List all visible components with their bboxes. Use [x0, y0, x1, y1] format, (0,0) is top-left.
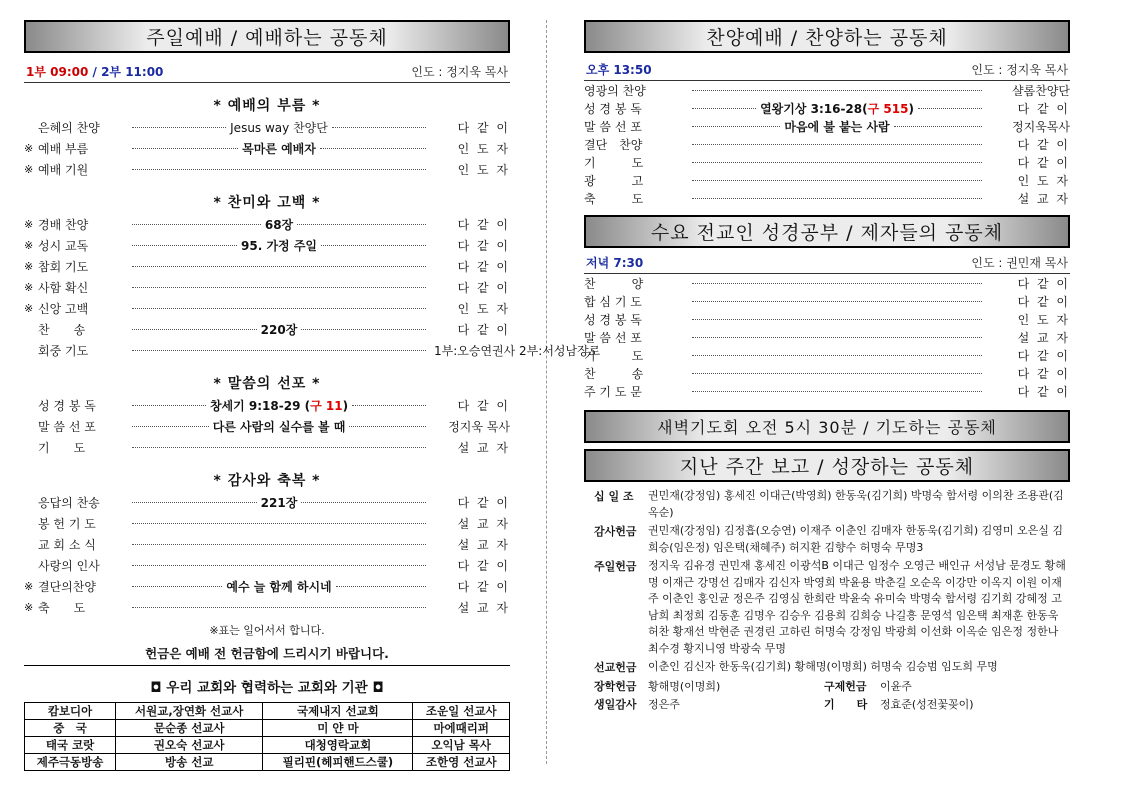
partner-row — [25, 754, 510, 771]
order-label: 성시 교독 — [38, 239, 89, 253]
order-label: 찬 양 — [584, 276, 644, 291]
order-responder: 다 같 이 — [1017, 366, 1070, 381]
order-fill — [124, 494, 434, 511]
order-fill — [684, 391, 990, 392]
order-fill — [684, 319, 990, 320]
order-content-text: 창세기 9:18-29 ( — [209, 399, 311, 413]
order-label: 회중 기도 — [38, 344, 89, 358]
order-row — [24, 159, 510, 180]
dot-leader — [132, 447, 426, 448]
order-label: 결단의찬양 — [38, 580, 96, 594]
order-content-text: 예수 늘 함께 하시네 — [226, 580, 332, 594]
order-fill — [124, 237, 434, 254]
order-label: 참회 기도 — [38, 260, 89, 274]
standing-mark: ※ — [24, 580, 34, 593]
order-row — [584, 328, 1070, 346]
order-content — [241, 237, 317, 254]
dot-leader — [692, 162, 982, 163]
order-label: 말 씀 선 포 — [38, 420, 96, 434]
dot-leader — [132, 426, 209, 427]
dot-leader — [297, 224, 426, 225]
order-label: 결단 찬양 — [584, 137, 643, 152]
order-responder: 인 도 자 — [457, 302, 510, 316]
order-label: 은혜의 찬양 — [38, 121, 100, 135]
report-label: 생일감사 — [594, 697, 637, 711]
section-title: * 말씀의 선포 * — [213, 376, 321, 392]
order-row — [24, 555, 510, 576]
praise-worship-meta — [584, 61, 1070, 81]
order-content-text: 68장 — [264, 218, 294, 232]
report-item — [584, 558, 1070, 657]
order-fill — [684, 198, 990, 199]
order-responder: 인 도 자 — [1017, 312, 1070, 327]
order-responder: 설 교 자 — [1017, 330, 1070, 345]
partner-cell: 조한영 선교사 — [413, 754, 510, 771]
order-row — [584, 346, 1070, 364]
order-fill — [124, 397, 434, 414]
order-label: 말 씀 선 포 — [584, 330, 642, 345]
dot-leader — [321, 245, 426, 246]
wednesday-leader: 인도 : 권민재 목사 — [971, 256, 1068, 270]
order-row — [584, 382, 1070, 400]
weekly-report — [584, 488, 1070, 712]
standing-mark: ※ — [24, 601, 34, 614]
order-responder: 설 교 자 — [457, 601, 510, 615]
partner-cell: 필리핀(헤피핸드스쿨) — [263, 754, 413, 771]
order-label: 응답의 찬송 — [38, 496, 100, 510]
order-fill — [124, 140, 434, 157]
order-content-text: 마음에 불 붙는 사람 — [784, 119, 890, 134]
dot-leader — [132, 607, 426, 608]
dot-leader — [692, 144, 982, 145]
order-row — [24, 235, 510, 256]
order-fill — [684, 118, 990, 135]
wednesday-meta — [584, 254, 1070, 274]
dot-leader — [918, 108, 982, 109]
order-label: 기 도 — [38, 441, 86, 455]
first-service-time: 1부 09:00 — [26, 65, 89, 79]
order-label: 성 경 봉 독 — [584, 312, 642, 327]
report-item — [584, 523, 1070, 556]
order-fill — [124, 119, 434, 136]
order-fill — [124, 308, 434, 309]
partner-cell: 대청영락교회 — [263, 737, 413, 754]
order-fill — [124, 607, 434, 608]
order-fill — [684, 301, 990, 302]
dawn-prayer-banner: 새벽기도회 오전 5시 30분 / 기도하는 공동체 — [584, 410, 1070, 443]
order-row — [24, 138, 510, 159]
order-row — [24, 534, 510, 555]
report-names: 권민재(강정임) 홍세진 이대근(박영희) 한동욱(김기희) 박명숙 함서령 이의찬 조용관(김옥순) — [648, 489, 1064, 519]
order-content-text: 95. 가정 주일 — [241, 239, 317, 253]
order-label: 기 도 — [584, 348, 644, 363]
order-content — [784, 118, 889, 135]
dot-leader — [132, 523, 426, 524]
report-item-pair — [584, 678, 1070, 694]
partner-cell: 국제내지 선교회 — [263, 703, 413, 720]
order-label: 신앙 고백 — [38, 302, 89, 316]
dot-leader — [132, 329, 257, 330]
partner-cell: 마에때리퍼 — [413, 720, 510, 737]
partner-cell: 태국 코랏 — [25, 737, 116, 754]
dot-leader — [132, 287, 426, 288]
order-row — [584, 153, 1070, 171]
order-responder: 다 같 이 — [1017, 384, 1070, 399]
standing-note: ※표는 일어서서 합니다. — [209, 624, 325, 637]
report-names: 권민재(강정임) 김정흡(오승연) 이재주 이춘인 김매자 한동욱(김기희) 김영미 오은실 김희승(임은정) 임은택(채혜주) 허지환 김향수 허명숙 무명3 — [648, 524, 1064, 554]
partner-cell: 방송 선교 — [116, 754, 263, 771]
order-responder: 인 도 자 — [1017, 173, 1070, 188]
order-responder: 정지욱목사 — [1012, 119, 1070, 134]
report-item — [584, 488, 1070, 521]
sunday-worship-column — [24, 20, 601, 771]
order-responder: 다 같 이 — [457, 323, 510, 337]
order-row — [584, 117, 1070, 135]
report-names: 이윤주 — [880, 679, 912, 693]
order-content-close: ) — [342, 399, 349, 413]
report-label: 십 일 조 — [594, 490, 634, 503]
scripture-page: 구 11 — [310, 399, 343, 413]
report-label: 기 타 — [824, 697, 868, 711]
dot-leader — [692, 391, 982, 392]
order-responder: 설 교 자 — [457, 538, 510, 552]
order-label: 찬 송 — [584, 366, 644, 381]
partner-row — [25, 737, 510, 754]
order-row — [24, 416, 510, 437]
order-content — [760, 100, 914, 117]
order-content-text: 220장 — [260, 323, 298, 337]
order-fill — [124, 350, 434, 351]
order-fill — [124, 544, 434, 545]
order-row — [24, 277, 510, 298]
dot-leader — [132, 148, 238, 149]
order-fill — [684, 355, 990, 356]
dot-leader — [132, 245, 237, 246]
report-names: 황해명(이명희) — [648, 679, 721, 693]
order-fill — [124, 523, 434, 524]
order-row — [584, 274, 1070, 292]
dot-leader — [692, 319, 982, 320]
order-fill — [124, 578, 434, 595]
report-label: 주일헌금 — [594, 560, 637, 573]
order-fill — [124, 169, 434, 170]
order-row — [24, 597, 510, 618]
dot-leader — [132, 224, 261, 225]
order-content-text: 열왕기상 3:16-28( — [760, 101, 868, 116]
order-fill — [684, 162, 990, 163]
order-label: 예배 기원 — [38, 163, 89, 177]
dot-leader — [692, 283, 982, 284]
order-row — [584, 81, 1070, 99]
dot-leader — [349, 426, 426, 427]
standing-mark: ※ — [24, 218, 34, 231]
order-fill — [684, 100, 990, 117]
order-responder: 다 같 이 — [457, 121, 510, 135]
offering-notice: 헌금은 예배 전 헌금함에 드리시기 바랍니다. — [24, 644, 510, 666]
order-fill — [124, 287, 434, 288]
scripture-page: 구 515 — [867, 101, 909, 116]
report-half — [584, 678, 824, 694]
dot-leader — [132, 502, 257, 503]
order-content — [261, 321, 298, 338]
order-row — [584, 292, 1070, 310]
order-content — [213, 418, 346, 435]
dot-leader — [132, 565, 426, 566]
order-row — [24, 340, 601, 361]
partner-cell: 제주극동방송 — [25, 754, 116, 771]
dot-leader — [132, 308, 426, 309]
order-label: 합 심 기 도 — [584, 294, 642, 309]
order-responder: 다 같 이 — [1017, 294, 1070, 309]
report-names: 정은주 — [648, 697, 680, 711]
order-label: 광 고 — [584, 173, 644, 188]
order-row — [584, 171, 1070, 189]
order-fill — [684, 373, 990, 374]
partner-cell: 권오숙 선교사 — [116, 737, 263, 754]
order-responder: 다 같 이 — [457, 239, 510, 253]
order-fill — [684, 180, 990, 181]
order-label: 축 도 — [38, 601, 86, 615]
dot-leader — [692, 337, 982, 338]
report-label: 선교헌금 — [594, 661, 637, 674]
partner-cell: 미 얀 마 — [263, 720, 413, 737]
dot-leader — [132, 127, 226, 128]
report-label: 구제헌금 — [824, 679, 867, 693]
dot-leader — [132, 350, 426, 351]
praise-worship-column — [584, 20, 1070, 712]
order-label: 찬 송 — [38, 323, 86, 337]
column-divider — [546, 20, 547, 764]
partner-cell: 조운일 선교사 — [413, 703, 510, 720]
dot-leader — [301, 329, 426, 330]
dot-leader — [320, 148, 426, 149]
order-row — [24, 513, 510, 534]
order-responder: 다 같 이 — [457, 580, 510, 594]
section-title: * 찬미와 고백 * — [213, 195, 321, 211]
sunday-worship-meta — [24, 63, 510, 83]
report-names: 이춘인 김신자 한동욱(김기희) 황해명(이명희) 허명숙 김승범 임도희 무명 — [648, 660, 998, 673]
partner-cell: 오익남 목사 — [413, 737, 510, 754]
order-fill — [124, 447, 434, 448]
report-names: 정지욱 김유경 권민재 홍세진 이광석B 이대근 임정수 오영근 배인규 서성남 문경도 황해명 이재근 강명선 김매자 김신자 박영희 박윤용 박춘길 오순옥 이강만 이옥지 이원 이재주 이춘인 홍인균 정은주 김영심 한희란 박윤숙 유미숙 박명숙 함서령 김기희 강혜정 고남희 최정희 김동훈 김명우 김승우 김용희 김희승 나길흥 문영석 임은택 최재훈 한동욱 허찬 황재선 박현준 권경린 고하린 허명숙 강정임 박광희 이선화 이옥순 임은정 정한나 최수경 황지니영 박광숙 무명 — [648, 559, 1066, 655]
partner-cell: 캄보디아 — [25, 703, 116, 720]
order-row — [24, 437, 510, 458]
order-row — [584, 189, 1070, 207]
report-half — [584, 696, 824, 712]
partner-cell: 서원교,장연화 선교사 — [116, 703, 263, 720]
order-responder: 인 도 자 — [457, 142, 510, 156]
order-responder: 정지욱 목사 — [448, 420, 510, 434]
order-fill — [684, 90, 990, 91]
report-half — [824, 696, 1064, 712]
report-label: 감사헌금 — [594, 525, 637, 538]
partner-cell: 문순종 선교사 — [116, 720, 263, 737]
order-fill — [124, 266, 434, 267]
order-of-worship — [24, 95, 601, 618]
order-content — [265, 216, 293, 233]
order-responder: 샬롬찬양단 — [1012, 83, 1070, 98]
order-label: 성 경 봉 독 — [38, 399, 96, 413]
praise-leader: 인도 : 정지욱 목사 — [971, 63, 1068, 77]
order-content-close: ) — [908, 101, 914, 116]
report-label: 장학헌금 — [594, 679, 637, 693]
partner-title: ◘ 우리 교회와 협력하는 교회와 기관 ◘ — [150, 680, 384, 696]
service-times — [26, 63, 163, 80]
order-responder: 다 같 이 — [457, 281, 510, 295]
order-responder: 1부:오승연권사 2부:서성남장로 — [434, 344, 601, 358]
praise-order — [584, 81, 1070, 207]
wednesday-time: 저녁 7:30 — [586, 256, 644, 270]
partner-row — [25, 703, 510, 720]
dot-leader — [301, 502, 426, 503]
order-fill — [684, 337, 990, 338]
dot-leader — [692, 198, 982, 199]
dot-leader — [692, 301, 982, 302]
order-content — [226, 578, 331, 595]
order-row — [24, 298, 510, 319]
order-row — [584, 99, 1070, 117]
order-responder: 설 교 자 — [457, 517, 510, 531]
order-responder: 다 같 이 — [1017, 101, 1070, 116]
order-responder: 다 같 이 — [457, 559, 510, 573]
order-content-text: 목마른 예배자 — [242, 142, 316, 156]
order-label: 말 씀 선 포 — [584, 119, 642, 134]
section-title: * 감사와 축복 * — [213, 473, 321, 489]
order-row — [24, 117, 510, 138]
order-row — [584, 310, 1070, 328]
order-responder: 다 같 이 — [457, 399, 510, 413]
order-row — [24, 492, 510, 513]
partner-row — [25, 720, 510, 737]
dot-leader — [132, 169, 426, 170]
dot-leader — [336, 586, 426, 587]
order-content-text: 221장 — [260, 496, 298, 510]
order-label: 경배 찬양 — [38, 218, 89, 232]
standing-mark: ※ — [24, 260, 34, 273]
partner-table — [24, 702, 510, 771]
order-content — [210, 397, 348, 414]
dot-leader — [132, 405, 206, 406]
order-fill — [124, 418, 434, 435]
report-half — [824, 678, 1064, 694]
order-responder: 설 교 자 — [457, 441, 510, 455]
order-row — [24, 319, 510, 340]
standing-mark: ※ — [24, 302, 34, 315]
order-responder: 다 같 이 — [1017, 348, 1070, 363]
section-title: * 예배의 부름 * — [213, 98, 321, 114]
time-separator: / — [88, 65, 102, 79]
order-responder: 다 같 이 — [457, 496, 510, 510]
report-names: 정효준(성전꽃꽂이) — [880, 697, 974, 711]
sunday-worship-banner: 주일예배 / 예배하는 공동체 — [24, 20, 510, 53]
standing-mark: ※ — [24, 142, 34, 155]
order-content — [261, 494, 298, 511]
order-fill — [684, 144, 990, 145]
order-label: 사함 확신 — [38, 281, 89, 295]
second-service-time: 2부 11:00 — [101, 65, 164, 79]
dot-leader — [132, 544, 426, 545]
dot-leader — [132, 266, 426, 267]
order-fill — [124, 216, 434, 233]
dot-leader — [692, 180, 982, 181]
standing-mark: ※ — [24, 239, 34, 252]
order-fill — [124, 321, 434, 338]
order-label: 사랑의 인사 — [38, 559, 100, 573]
order-content-text: Jesus way 찬양단 — [230, 121, 328, 135]
order-content — [230, 119, 328, 136]
order-responder: 인 도 자 — [457, 163, 510, 177]
standing-mark: ※ — [24, 281, 34, 294]
dot-leader — [132, 586, 222, 587]
standing-mark: ※ — [24, 163, 34, 176]
partner-cell: 중 국 — [25, 720, 116, 737]
dot-leader — [692, 373, 982, 374]
order-responder: 다 같 이 — [1017, 137, 1070, 152]
order-row — [24, 214, 510, 235]
order-responder: 다 같 이 — [457, 260, 510, 274]
order-fill — [124, 565, 434, 566]
wednesday-study-banner: 수요 전교인 성경공부 / 제자들의 공동체 — [584, 215, 1070, 248]
order-label: 축 도 — [584, 191, 644, 206]
order-row — [24, 256, 510, 277]
praise-service-time: 오후 13:50 — [586, 63, 652, 77]
order-row — [584, 135, 1070, 153]
report-item-pair — [584, 696, 1070, 712]
order-responder: 다 같 이 — [1017, 155, 1070, 170]
dot-leader — [332, 127, 426, 128]
order-label: 주 기 도 문 — [584, 384, 642, 399]
dot-leader — [692, 108, 756, 109]
order-label: 영광의 찬양 — [584, 83, 646, 98]
dot-leader — [692, 355, 982, 356]
praise-worship-banner: 찬양예배 / 찬양하는 공동체 — [584, 20, 1070, 53]
order-content-text: 다른 사람의 실수를 볼 때 — [212, 420, 346, 434]
order-row — [584, 364, 1070, 382]
order-label: 예배 부름 — [38, 142, 89, 156]
order-row — [24, 576, 510, 597]
dot-leader — [692, 90, 982, 91]
report-item — [584, 659, 1070, 676]
weekly-report-banner: 지난 주간 보고 / 성장하는 공동체 — [584, 449, 1070, 482]
order-label: 교 회 소 식 — [38, 538, 96, 552]
order-fill — [684, 283, 990, 284]
order-responder: 다 같 이 — [1017, 276, 1070, 291]
order-label: 봉 헌 기 도 — [38, 517, 96, 531]
order-row — [24, 395, 510, 416]
worship-leader: 인도 : 정지욱 목사 — [411, 65, 508, 79]
order-content — [242, 140, 316, 157]
order-label: 성 경 봉 독 — [584, 101, 642, 116]
order-responder: 설 교 자 — [1017, 191, 1070, 206]
wednesday-order — [584, 274, 1070, 400]
dot-leader — [352, 405, 426, 406]
dot-leader — [692, 126, 780, 127]
order-label: 기 도 — [584, 155, 644, 170]
dot-leader — [894, 126, 982, 127]
order-responder: 다 같 이 — [457, 218, 510, 232]
